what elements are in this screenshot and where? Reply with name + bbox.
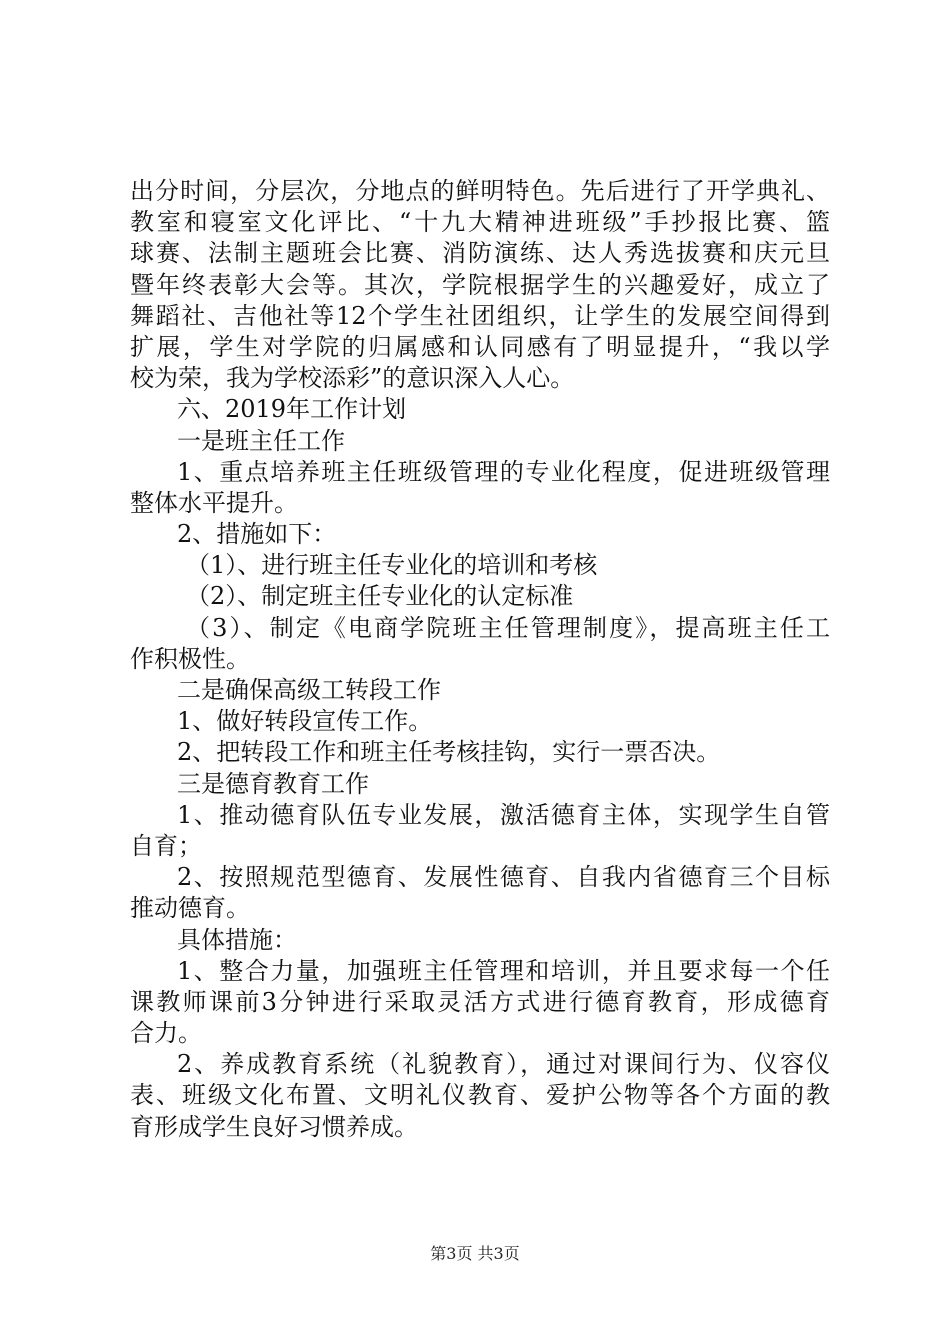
body-line: 推动德育。 bbox=[130, 894, 250, 923]
body-line: 1、做好转段宣传工作。 bbox=[177, 707, 433, 736]
body-line: 2、把转段工作和班主任考核挂钩，实行一票否决。 bbox=[177, 738, 721, 767]
body-line: 出分时间，分层次，分地点的鲜明特色。先后进行了开学典礼、 bbox=[130, 177, 830, 205]
list-item: （1）、进行班主任专业化的培训和考核 bbox=[186, 551, 598, 580]
body-line: 作积极性。 bbox=[130, 644, 250, 673]
body-line: 1、整合力量，加强班主任管理和培训，并且要求每一个任 bbox=[177, 956, 830, 985]
body-line: 整体水平提升。 bbox=[130, 488, 298, 517]
list-item: （3）、制定《电商学院班主任管理制度》，提高班主任工 bbox=[186, 613, 830, 642]
body-line: 合力。 bbox=[130, 1019, 202, 1048]
body-line: 2、按照规范型德育、发展性德育、自我内省德育三个目标 bbox=[177, 863, 830, 892]
body-line: 扩展，学生对学院的归属感和认同感有了明显提升，“我以学 bbox=[130, 332, 830, 361]
list-item: （2）、制定班主任专业化的认定标准 bbox=[186, 582, 574, 611]
body-line: 表、班级文化布置、文明礼仪教育、爱护公物等各个方面的教 bbox=[130, 1081, 830, 1110]
subsection-heading: 三是德育教育工作 bbox=[177, 769, 369, 798]
body-line: 1、推动德育队伍专业发展，激活德育主体，实现学生自管 bbox=[177, 800, 830, 829]
body-line: 教室和寝室文化评比、“十九大精神进班级”手抄报比赛、篮 bbox=[130, 208, 830, 237]
body-line: 2、养成教育系统（礼貌教育），通过对课间行为、仪容仪 bbox=[177, 1050, 830, 1079]
document-body bbox=[130, 176, 830, 1143]
section-heading: 六、2019年工作计划 bbox=[177, 395, 407, 424]
body-line: 1、重点培养班主任班级管理的专业化程度，促进班级管理 bbox=[177, 457, 830, 486]
subsection-heading: 一是班主任工作 bbox=[177, 426, 345, 455]
body-line: 舞蹈社、吉他社等12个学生社团组织，让学生的发展空间得到 bbox=[130, 301, 830, 330]
subsection-heading: 二是确保高级工转段工作 bbox=[177, 676, 441, 704]
body-line: 暨年终表彰大会等。其次，学院根据学生的兴趣爱好，成立了 bbox=[130, 270, 830, 299]
body-line: 自育； bbox=[130, 831, 202, 860]
body-line: 2、措施如下： bbox=[177, 520, 337, 549]
body-line: 育形成学生良好习惯养成。 bbox=[130, 1112, 418, 1141]
body-line: 校为荣，我为学校添彩”的意识深入人心。 bbox=[130, 364, 575, 393]
body-line: 球赛、法制主题班会比赛、消防演练、达人秀选拔赛和庆元旦 bbox=[130, 239, 830, 268]
subsection-heading: 具体措施： bbox=[177, 925, 297, 954]
body-line: 课教师课前3分钟进行采取灵活方式进行德育教育，形成德育 bbox=[130, 987, 830, 1016]
page-footer: 第3页 共3页 bbox=[430, 1244, 520, 1263]
